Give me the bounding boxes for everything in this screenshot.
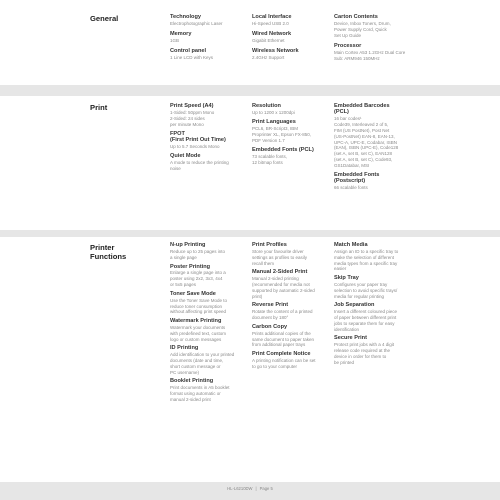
spec-processor bbox=[334, 43, 414, 61]
spec-text: jobs to separate them for easy bbox=[334, 320, 395, 326]
spec-text: 73 scalable fonts, bbox=[252, 153, 288, 159]
spec-text: documents (date and time, bbox=[170, 358, 224, 364]
spec-column bbox=[334, 14, 414, 66]
spec-text: short custom message or bbox=[170, 363, 221, 369]
spec-heading: Memory bbox=[170, 31, 192, 38]
spec-heading: Resolution bbox=[252, 103, 281, 109]
footer-separator: | bbox=[255, 486, 257, 491]
spec-text: (set A, set B, set C), Code93, bbox=[334, 156, 393, 162]
section-printer-functions bbox=[0, 237, 500, 482]
spec-text: logo or custom messages bbox=[170, 336, 222, 342]
spec-text: Set Up Guide bbox=[334, 32, 362, 38]
spec-match-media bbox=[334, 242, 414, 272]
spec-booklet-printing bbox=[170, 378, 245, 402]
spec-embedded-fonts-pcl bbox=[252, 147, 327, 165]
spec-text: Sub: ARM946 150MHz bbox=[334, 55, 380, 61]
section-title-line: Printer bbox=[90, 243, 115, 252]
spec-job-separation bbox=[334, 302, 414, 332]
spec-heading: FPOT bbox=[170, 130, 185, 137]
spec-heading: Match Media bbox=[334, 242, 368, 248]
spec-text: identification bbox=[334, 326, 360, 332]
spec-text: Configures your paper tray bbox=[334, 282, 388, 287]
spec-text: be printed bbox=[334, 359, 355, 365]
spec-text: 1 Line LCD with Keys bbox=[170, 55, 214, 61]
section-general bbox=[0, 0, 500, 85]
section-title-print: Print bbox=[90, 103, 108, 112]
spec-text: release code required at the bbox=[334, 348, 391, 354]
spec-text: Up to 5.7 Seconds Mono bbox=[170, 144, 220, 150]
spec-text: reduce toner consumption bbox=[170, 303, 223, 309]
spec-text: with predefined text, custom bbox=[170, 330, 227, 336]
spec-column bbox=[170, 14, 245, 66]
spec-heading: Embedded Fonts (PCL) bbox=[252, 147, 314, 153]
spec-text: Power Supply Cord, Quick bbox=[334, 26, 387, 32]
spec-text: FIM (US PostNet), Post Net bbox=[334, 127, 390, 133]
spec-column bbox=[334, 103, 414, 195]
section-title-line: Functions bbox=[90, 252, 127, 261]
spec-secure-print bbox=[334, 335, 414, 365]
spec-text: without affecting print speed bbox=[170, 309, 226, 315]
spec-quiet-mode bbox=[170, 153, 245, 171]
spec-text: manual 2-sided print bbox=[170, 396, 211, 402]
spec-column bbox=[252, 14, 327, 66]
spec-column bbox=[252, 103, 327, 169]
spec-text: or 5x5 pages bbox=[170, 282, 197, 287]
spec-text: GS1Databar, MSI bbox=[334, 162, 370, 168]
spec-heading: Embedded Barcodes bbox=[334, 103, 390, 109]
spec-heading: Local Interface bbox=[252, 14, 292, 20]
spec-skip-tray bbox=[334, 275, 414, 299]
spec-heading: Wireless Network bbox=[252, 48, 299, 55]
spec-text: 16 bar codes¹ bbox=[334, 116, 362, 122]
spec-text: (US-PostNet) EAN-8, EAN-13, bbox=[334, 133, 395, 139]
spec-text: 2.4GHz Support bbox=[252, 55, 285, 61]
spec-toner-save-mode bbox=[170, 291, 245, 315]
spec-heading: Skip Tray bbox=[334, 275, 359, 282]
spec-text: (EAN), ISBN (UPC-E), Code128 bbox=[334, 145, 399, 151]
spec-text: device in order for them to bbox=[334, 353, 387, 359]
spec-text: 2-Sided: 24 sides bbox=[170, 115, 205, 121]
spec-text: supported by automatic 2-sided bbox=[252, 287, 315, 293]
spec-text: Rotate the content of a printed bbox=[252, 309, 313, 315]
spec-heading: ID Printing bbox=[170, 345, 199, 352]
spec-text: 66 scalable fonts bbox=[334, 185, 368, 191]
spec-carton-contents bbox=[334, 14, 414, 38]
spec-text: Watermark your documents bbox=[170, 325, 226, 330]
spec-heading: (Postscript) bbox=[334, 178, 366, 185]
spec-text: PDF Version 1.7 bbox=[252, 137, 285, 143]
spec-text: (recommended for media not bbox=[252, 282, 310, 287]
spec-text: document by 180° bbox=[252, 315, 289, 321]
spec-heading: Print Languages bbox=[252, 119, 296, 126]
spec-text: Protect print jobs with a 4 digit bbox=[334, 342, 395, 348]
spec-heading: Watermark Printing bbox=[170, 318, 222, 325]
spec-text: A printing notification can be set bbox=[252, 358, 316, 364]
spec-n-up-printing bbox=[170, 242, 245, 260]
spec-text: 1GB bbox=[170, 38, 180, 44]
spec-text: per minute Mono bbox=[170, 121, 204, 127]
spec-text: selection to avoid specific trays/ bbox=[334, 287, 398, 293]
spec-heading: Wired Network bbox=[252, 31, 292, 38]
spec-text: Device, Inbox Toners, Drum, bbox=[334, 20, 391, 26]
section-title-general: General bbox=[90, 14, 119, 23]
spec-text: Electrophotographic Laser bbox=[170, 20, 223, 26]
spec-reverse-print bbox=[252, 302, 327, 320]
spec-text: 12 bitmap fonts bbox=[252, 159, 283, 165]
spec-text: Print documents in A5 booklet bbox=[170, 385, 230, 391]
spec-heading: (First Print Out Time) bbox=[170, 137, 226, 144]
spec-watermark-printing bbox=[170, 318, 245, 342]
spec-technology bbox=[170, 14, 245, 26]
spec-text: make the selection of different bbox=[334, 254, 394, 260]
spec-column bbox=[334, 242, 414, 369]
spec-heading: (PCL) bbox=[334, 109, 349, 116]
spec-text: Main Cortex A53 1.2GHz Dual Core bbox=[334, 49, 406, 55]
footer-model: HL-L6210DW bbox=[227, 486, 253, 491]
spec-text: poster using 2x2, 3x3, 4x4 bbox=[170, 276, 223, 282]
spec-fpot bbox=[170, 131, 245, 150]
spec-text: 1-Sided: 50ppm Mono bbox=[170, 109, 215, 115]
spec-heading: Manual 2-Sided Print bbox=[252, 269, 308, 276]
spec-column bbox=[170, 103, 245, 175]
spec-embedded-barcodes bbox=[334, 103, 414, 168]
spec-heading: Poster Printing bbox=[170, 263, 211, 270]
spec-wireless-network bbox=[252, 48, 327, 60]
spec-wired-network bbox=[252, 31, 327, 43]
spec-text: Use the Toner Save Mode to bbox=[170, 297, 227, 303]
spec-resolution bbox=[252, 103, 327, 115]
spec-heading: Embedded Fonts bbox=[334, 171, 380, 178]
spec-manual-2-sided-print bbox=[252, 269, 327, 299]
spec-poster-printing bbox=[170, 264, 245, 288]
spec-heading: Booklet Printing bbox=[170, 378, 214, 385]
spec-text: noise bbox=[170, 166, 181, 172]
spec-text: Gigabit Ethernet bbox=[252, 38, 285, 44]
spec-text: of paper between different print bbox=[334, 315, 397, 321]
spec-heading: Print Speed (A4) bbox=[170, 103, 214, 109]
spec-local-interface bbox=[252, 14, 327, 26]
spec-text: easier bbox=[334, 266, 347, 272]
spec-text: Prints additional copies of the bbox=[252, 330, 311, 336]
spec-text: print) bbox=[252, 293, 263, 299]
spec-text: Assign an ID to a specific tray to bbox=[334, 248, 399, 254]
spec-text: same document to paper taken bbox=[252, 336, 315, 342]
spec-memory bbox=[170, 31, 245, 43]
spec-control-panel bbox=[170, 48, 245, 60]
spec-text: from additional paper trays bbox=[252, 342, 306, 348]
spec-heading: Print Profiles bbox=[252, 242, 287, 248]
spec-column bbox=[252, 242, 327, 373]
spec-heading: Carton Contents bbox=[334, 14, 378, 20]
spec-text: (set A, set B, set C), EAN128 bbox=[334, 151, 393, 157]
spec-print-speed bbox=[170, 103, 245, 127]
spec-text: Store your favourite driver bbox=[252, 248, 304, 254]
spec-heading: Quiet Mode bbox=[170, 153, 201, 160]
spec-heading: Control panel bbox=[170, 48, 207, 55]
spec-text: format using automatic or bbox=[170, 391, 221, 397]
spec-heading: Carbon Copy bbox=[252, 323, 288, 330]
spec-text: a single page bbox=[170, 254, 197, 260]
page-footer bbox=[0, 486, 500, 491]
spec-id-printing bbox=[170, 345, 245, 375]
spec-text: PCL6, BR-Script3, IBM bbox=[252, 126, 299, 132]
spec-text: PC username) bbox=[170, 369, 200, 375]
section-title-printer-functions bbox=[90, 243, 126, 261]
spec-text: Add identification to your printed bbox=[170, 352, 235, 358]
spec-heading: Job Separation bbox=[334, 302, 375, 309]
spec-text: Hi-Speed USB 2.0 bbox=[252, 20, 289, 26]
spec-print-languages bbox=[252, 119, 327, 143]
spec-heading: N-up Printing bbox=[170, 242, 206, 248]
spec-text: recall them bbox=[252, 260, 275, 266]
spec-text: Code39, Interleaved 2 of 5, bbox=[334, 122, 389, 128]
spec-text: Reduce up to 25 pages into bbox=[170, 248, 226, 254]
spec-text: Enlarge a single page into a bbox=[170, 270, 226, 276]
spec-text: media types from a specific tray bbox=[334, 260, 398, 266]
spec-carbon-copy bbox=[252, 324, 327, 348]
spec-text: UPC-A, UPC-E, Codabar, ISBN bbox=[334, 139, 398, 145]
spec-heading: Processor bbox=[334, 42, 362, 49]
spec-print-profiles bbox=[252, 242, 327, 266]
spec-text: Insert a different coloured piece bbox=[334, 309, 397, 315]
footer-page-number: Page 5 bbox=[259, 486, 273, 491]
spec-heading: Reverse Print bbox=[252, 302, 289, 309]
spec-embedded-fonts-postscript bbox=[334, 172, 414, 191]
spec-heading: Print Complete Notice bbox=[252, 351, 311, 358]
spec-heading: Toner Save Mode bbox=[170, 290, 216, 297]
spec-text: A mode to reduce the printing bbox=[170, 160, 229, 166]
spec-text: Manual 2-sided printing bbox=[252, 276, 299, 282]
spec-text: to go to your computer bbox=[252, 363, 298, 369]
spec-heading: Secure Print bbox=[334, 335, 367, 342]
spec-text: settings as profiles to easily bbox=[252, 254, 308, 260]
spec-text: Proprinter XL, Epson FX-850, bbox=[252, 131, 312, 137]
spec-print-complete-notice bbox=[252, 351, 327, 369]
spec-heading: Technology bbox=[170, 14, 201, 20]
section-print bbox=[0, 96, 500, 230]
spec-text: Up to 1200 x 1200dpi bbox=[252, 109, 295, 115]
spec-column bbox=[170, 242, 245, 406]
spec-text: media for regular printing bbox=[334, 293, 385, 299]
